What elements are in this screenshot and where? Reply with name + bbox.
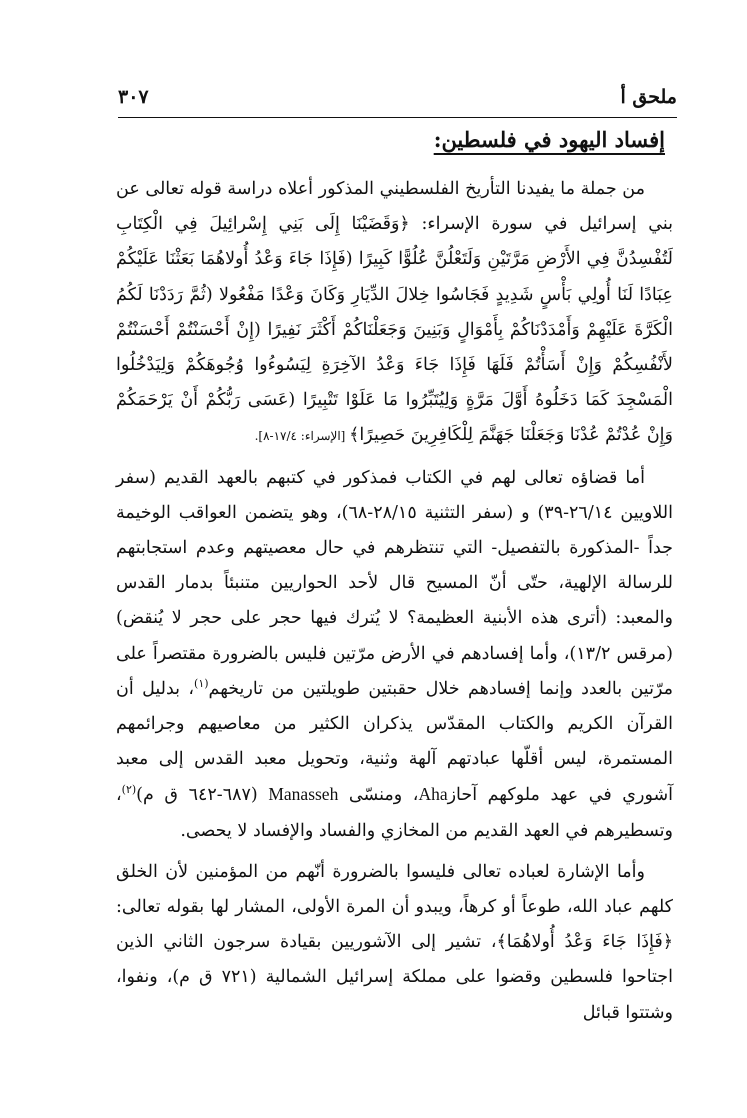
verse-citation: [الإسراء: ١٧/٤-٨].	[254, 429, 350, 444]
running-head-title: ملحق أ	[620, 86, 677, 108]
page-number: ٣٠٧	[118, 86, 149, 108]
header-rule	[118, 117, 677, 118]
body-text	[116, 172, 673, 1031]
paragraph-2-text-b: ، بدليل أن القرآن الكريم والكتاب المقدّس يذكران الكثير من معاصيهم وجرائمهم المستمرة، ليس أقلّها عبادتهم آلهة وثنية، وتحويل معبد القدس إلى معبد آشوري في عهد ملوكهم آحاز	[116, 678, 674, 806]
paragraph-2-text-d: (٦٨٧-٦٤٢ ق م)	[136, 785, 269, 806]
paragraph-2-text: أما قضاؤه تعالى لهم في الكتاب فمذكور في كتبهم بالعهد القديم (سفر اللاويين ٢٦/١٤-٣٩) و (سفر التثنية ٢٨/١٥-٦٨)، وهو يتضمن العواقب الوخيمة جداً -المذكورة بالتفصيل- التي تنتظرهم في حال معصيتهم وعدم استجابتهم للرسالة الإلهية، حتّى أنّ المسيح قال لأحد الحواريين متنبئاً بدمار القدس والمعبد: (أترى هذه الأبنية العظيمة؟ لا يُترك فيها حجر على حجر لا يُنقض) (مرقس ١٣/٢)، وأما إفسادهم في الأرض مرّتين فليس بالضرورة مقتصراً على مرّتين بالعدد وإنما إفسادهم خلال حقبتين طويلتين من تاريخهم	[116, 467, 673, 699]
paragraph-3-text-b: ، تشير إلى الآشوريين بقيادة سرجون الثاني الذين اجتاحوا فلسطين وقضوا على مملكة إسرائيل الشمالية (٧٢١ ق م)، ونفوا، وشتتوا قبائل	[116, 932, 673, 1023]
running-head	[118, 86, 677, 116]
quran-verse: ﴿وَقَضَيْنَا إِلَى بَنِي إِسْرائِيلَ فِي الْكِتَابِ لَتُفْسِدُنَّ فِي الأَرْضِ مَرَّتَيْنِ وَلَتَعْلُنَّ عُلُوًّا كَبِيرًا (فَإِذَا جَاءَ وَعْدُ أُولاهُمَا بَعَثْنَا عَلَيْكُمْ عِبَادًا لَنَا أُولِي بَأْسٍ شَدِيدٍ فَجَاسُوا خِلالَ الدِّيَارِ وَكَانَ وَعْدًا مَفْعُولا (ثُمَّ رَدَدْنَا لَكُمُ الْكَرَّةَ عَلَيْهِمْ وَأَمْدَدْنَاكُمْ بِأَمْوَالٍ وَبَنِينَ وَجَعَلْنَاكُمْ أَكْثَرَ نَفِيرًا (إِنْ أَحْسَنْتُمْ أَحْسَنْتُمْ لأَنْفُسِكُمْ وَإِنْ أَسَأْتُمْ فَلَهَا فَإِذَا جَاءَ وَعْدُ الآخِرَةِ لِيَسُوءُوا وُجُوهَكُمْ وَلِيَدْخُلُوا الْمَسْجِدَ كَمَا دَخَلُوهُ أَوَّلَ مَرَّةٍ وَلِيُتَبِّرُوا مَا عَلَوْا تَتْبِيرًا (عَسَى رَبُّكُمْ أَنْ يَرْحَمَكُمْ وَإِنْ عُدْتُمْ عُدْنَا وَجَعَلْنَا جَهَنَّمَ لِلْكَافِرِينَ حَصِيرًا﴾	[116, 214, 673, 446]
latin-name-ahaz: Aha	[418, 784, 448, 805]
paragraph-2-text-c: ، ومنسّى	[338, 785, 419, 806]
paragraph-2-text-e: ، وتسطيرهم في العهد القديم من المخازي والفساد والإفساد لا يحصى.	[116, 785, 673, 841]
latin-name-manasseh: Manasseh	[268, 784, 339, 805]
footnote-marker-1: (١)	[194, 677, 209, 691]
footnote-marker-2: (٢)	[121, 783, 137, 797]
paragraph-1-intro: من جملة ما يفيدنا التأريخ الفلسطيني المذكور أعلاه دراسة قوله تعالى عن بني إسرائيل في سورة الإسراء:	[116, 179, 673, 235]
paragraph-1	[116, 172, 673, 455]
section-title: إفساد اليهود في فلسطين:	[433, 127, 665, 152]
paragraph-2	[116, 461, 673, 849]
paragraph-3-text: وأما الإشارة لعباده تعالى فليسوا بالضرورة أنّهم من المؤمنين لأن الخلق كلهم عباد الله، طوعاً أو كرهاً، ويبدو أن المرة الأولى، المشار لها بقوله تعالى:	[116, 861, 673, 918]
paragraph-3	[116, 855, 673, 1031]
quran-verse-short: ﴿فَإِذَا جَاءَ وَعْدُ أُولاهُمَا﴾	[496, 932, 674, 953]
